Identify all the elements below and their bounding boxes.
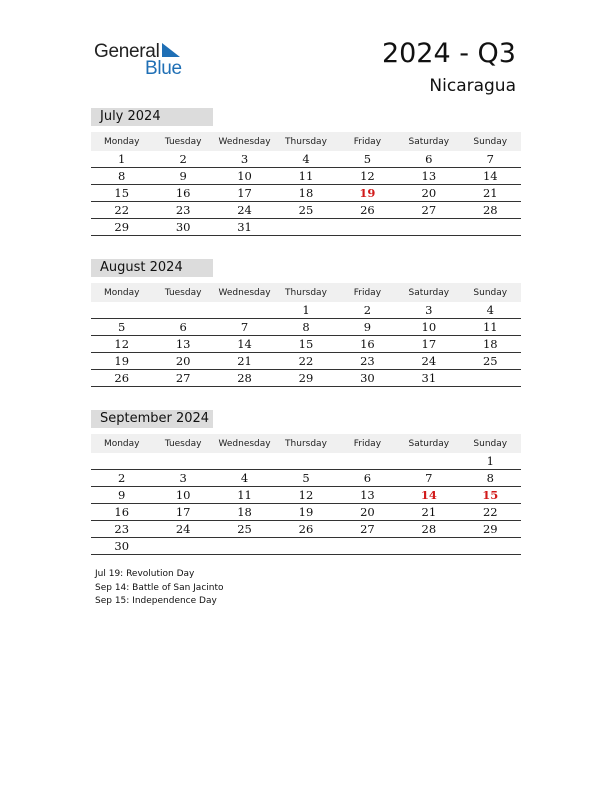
weekday-header: Thursday [275, 434, 336, 453]
day-cell [398, 219, 459, 236]
weekday-header: Saturday [398, 132, 459, 151]
day-cell: 24 [152, 521, 213, 538]
day-cell [460, 538, 521, 555]
day-cell [460, 370, 521, 387]
week-row [91, 219, 521, 236]
week-row [91, 202, 521, 219]
day-cell: 8 [91, 168, 152, 185]
weekday-header: Thursday [275, 132, 336, 151]
week-row [91, 453, 521, 470]
weekday-header: Friday [337, 132, 398, 151]
day-cell [214, 453, 275, 470]
day-cell: 12 [337, 168, 398, 185]
holiday-note: Jul 19: Revolution Day [95, 569, 195, 579]
day-cell: 19 [91, 353, 152, 370]
day-cell: 23 [152, 202, 213, 219]
day-cell: 12 [275, 487, 336, 504]
day-cell: 13 [152, 336, 213, 353]
day-cell: 15 [91, 185, 152, 202]
day-cell [91, 453, 152, 470]
month-block-august [91, 259, 521, 387]
day-cell: 10 [152, 487, 213, 504]
day-cell: 24 [398, 353, 459, 370]
day-cell: 17 [398, 336, 459, 353]
logo [94, 40, 194, 80]
day-cell: 9 [152, 168, 213, 185]
month-block-september [91, 410, 521, 555]
day-cell: 19 [275, 504, 336, 521]
day-cell [275, 219, 336, 236]
day-cell [337, 538, 398, 555]
day-cell: 18 [460, 336, 521, 353]
day-cell: 9 [91, 487, 152, 504]
day-cell: 20 [152, 353, 213, 370]
day-cell: 2 [152, 151, 213, 168]
day-cell [337, 219, 398, 236]
day-cell: 10 [398, 319, 459, 336]
day-cell: 28 [398, 521, 459, 538]
day-cell: 21 [398, 504, 459, 521]
weekday-header: Tuesday [152, 132, 213, 151]
week-row [91, 302, 521, 319]
day-cell: 27 [398, 202, 459, 219]
logo-flag-icon [162, 43, 182, 59]
day-cell: 1 [91, 151, 152, 168]
holiday-day-cell: 14 [398, 487, 459, 504]
day-cell: 3 [398, 302, 459, 319]
week-row [91, 319, 521, 336]
weekday-header: Saturday [398, 434, 459, 453]
day-cell [275, 538, 336, 555]
day-cell: 11 [275, 168, 336, 185]
day-cell: 2 [337, 302, 398, 319]
holiday-note: Sep 14: Battle of San Jacinto [95, 582, 224, 593]
day-cell: 2 [91, 470, 152, 487]
day-cell: 16 [152, 185, 213, 202]
day-cell: 6 [398, 151, 459, 168]
day-cell: 3 [214, 151, 275, 168]
weekday-header: Wednesday [214, 132, 275, 151]
day-cell: 29 [91, 219, 152, 236]
month-block-july [91, 108, 521, 236]
day-cell: 26 [275, 521, 336, 538]
day-cell: 22 [275, 353, 336, 370]
day-cell: 23 [337, 353, 398, 370]
week-row [91, 521, 521, 538]
day-cell [152, 538, 213, 555]
day-cell: 16 [337, 336, 398, 353]
day-cell: 30 [91, 538, 152, 555]
logo-general-text: General [94, 41, 160, 62]
holiday-notes [95, 569, 224, 610]
week-row [91, 336, 521, 353]
day-cell: 15 [275, 336, 336, 353]
day-cell: 12 [91, 336, 152, 353]
day-cell: 20 [398, 185, 459, 202]
weekday-header-row [91, 434, 521, 453]
day-cell [91, 302, 152, 319]
weekday-header: Tuesday [152, 434, 213, 453]
day-cell: 24 [214, 202, 275, 219]
day-cell: 28 [214, 370, 275, 387]
day-cell: 11 [214, 487, 275, 504]
weekday-header: Tuesday [152, 283, 213, 302]
month-calendar-table [91, 132, 521, 236]
logo-blue-text: Blue [145, 58, 182, 79]
day-cell: 10 [214, 168, 275, 185]
week-row [91, 470, 521, 487]
day-cell: 29 [275, 370, 336, 387]
country-name: Nicaragua [429, 76, 516, 96]
holiday-day-cell: 19 [337, 185, 398, 202]
day-cell: 21 [214, 353, 275, 370]
quarter-title: 2024 - Q3 [381, 38, 516, 69]
weekday-header: Friday [337, 283, 398, 302]
week-row [91, 538, 521, 555]
day-cell: 25 [460, 353, 521, 370]
day-cell: 3 [152, 470, 213, 487]
day-cell: 7 [460, 151, 521, 168]
day-cell: 26 [337, 202, 398, 219]
day-cell: 22 [91, 202, 152, 219]
day-cell: 25 [214, 521, 275, 538]
day-cell [275, 453, 336, 470]
day-cell: 1 [275, 302, 336, 319]
day-cell: 5 [337, 151, 398, 168]
month-title: July 2024 [91, 108, 213, 126]
weekday-header: Wednesday [214, 434, 275, 453]
day-cell: 29 [460, 521, 521, 538]
day-cell: 4 [275, 151, 336, 168]
weekday-header: Thursday [275, 283, 336, 302]
weekday-header: Saturday [398, 283, 459, 302]
week-row [91, 151, 521, 168]
day-cell: 14 [460, 168, 521, 185]
day-cell [214, 302, 275, 319]
day-cell: 9 [337, 319, 398, 336]
day-cell: 26 [91, 370, 152, 387]
day-cell: 6 [337, 470, 398, 487]
day-cell: 18 [275, 185, 336, 202]
weekday-header: Friday [337, 434, 398, 453]
day-cell [152, 302, 213, 319]
day-cell: 13 [398, 168, 459, 185]
day-cell: 6 [152, 319, 213, 336]
month-calendar-table [91, 283, 521, 387]
day-cell: 30 [152, 219, 213, 236]
day-cell: 16 [91, 504, 152, 521]
weekday-header: Wednesday [214, 283, 275, 302]
day-cell [337, 453, 398, 470]
day-cell: 14 [214, 336, 275, 353]
weekday-header: Monday [91, 434, 152, 453]
day-cell: 17 [152, 504, 213, 521]
weekday-header: Monday [91, 132, 152, 151]
day-cell: 31 [398, 370, 459, 387]
day-cell: 7 [214, 319, 275, 336]
day-cell: 11 [460, 319, 521, 336]
day-cell: 8 [460, 470, 521, 487]
day-cell: 22 [460, 504, 521, 521]
day-cell [398, 538, 459, 555]
week-row [91, 370, 521, 387]
day-cell: 1 [460, 453, 521, 470]
day-cell: 18 [214, 504, 275, 521]
day-cell: 27 [337, 521, 398, 538]
day-cell: 25 [275, 202, 336, 219]
weekday-header: Sunday [460, 283, 521, 302]
day-cell: 31 [214, 219, 275, 236]
month-title: August 2024 [91, 259, 213, 277]
week-row [91, 353, 521, 370]
day-cell: 17 [214, 185, 275, 202]
day-cell: 4 [460, 302, 521, 319]
week-row [91, 504, 521, 521]
day-cell: 5 [275, 470, 336, 487]
day-cell: 8 [275, 319, 336, 336]
day-cell [398, 453, 459, 470]
day-cell [460, 219, 521, 236]
weekday-header: Sunday [460, 434, 521, 453]
week-row [91, 487, 521, 504]
day-cell: 21 [460, 185, 521, 202]
day-cell: 27 [152, 370, 213, 387]
week-row [91, 168, 521, 185]
month-calendar-table [91, 434, 521, 555]
day-cell: 5 [91, 319, 152, 336]
day-cell: 4 [214, 470, 275, 487]
holiday-day-cell: 15 [460, 487, 521, 504]
day-cell [214, 538, 275, 555]
day-cell: 7 [398, 470, 459, 487]
day-cell: 28 [460, 202, 521, 219]
day-cell [152, 453, 213, 470]
month-title: September 2024 [91, 410, 213, 428]
holiday-note: Sep 15: Independence Day [95, 596, 217, 606]
day-cell: 13 [337, 487, 398, 504]
weekday-header-row [91, 283, 521, 302]
day-cell: 20 [337, 504, 398, 521]
weekday-header: Sunday [460, 132, 521, 151]
weekday-header-row [91, 132, 521, 151]
day-cell: 30 [337, 370, 398, 387]
day-cell: 23 [91, 521, 152, 538]
week-row [91, 185, 521, 202]
weekday-header: Monday [91, 283, 152, 302]
